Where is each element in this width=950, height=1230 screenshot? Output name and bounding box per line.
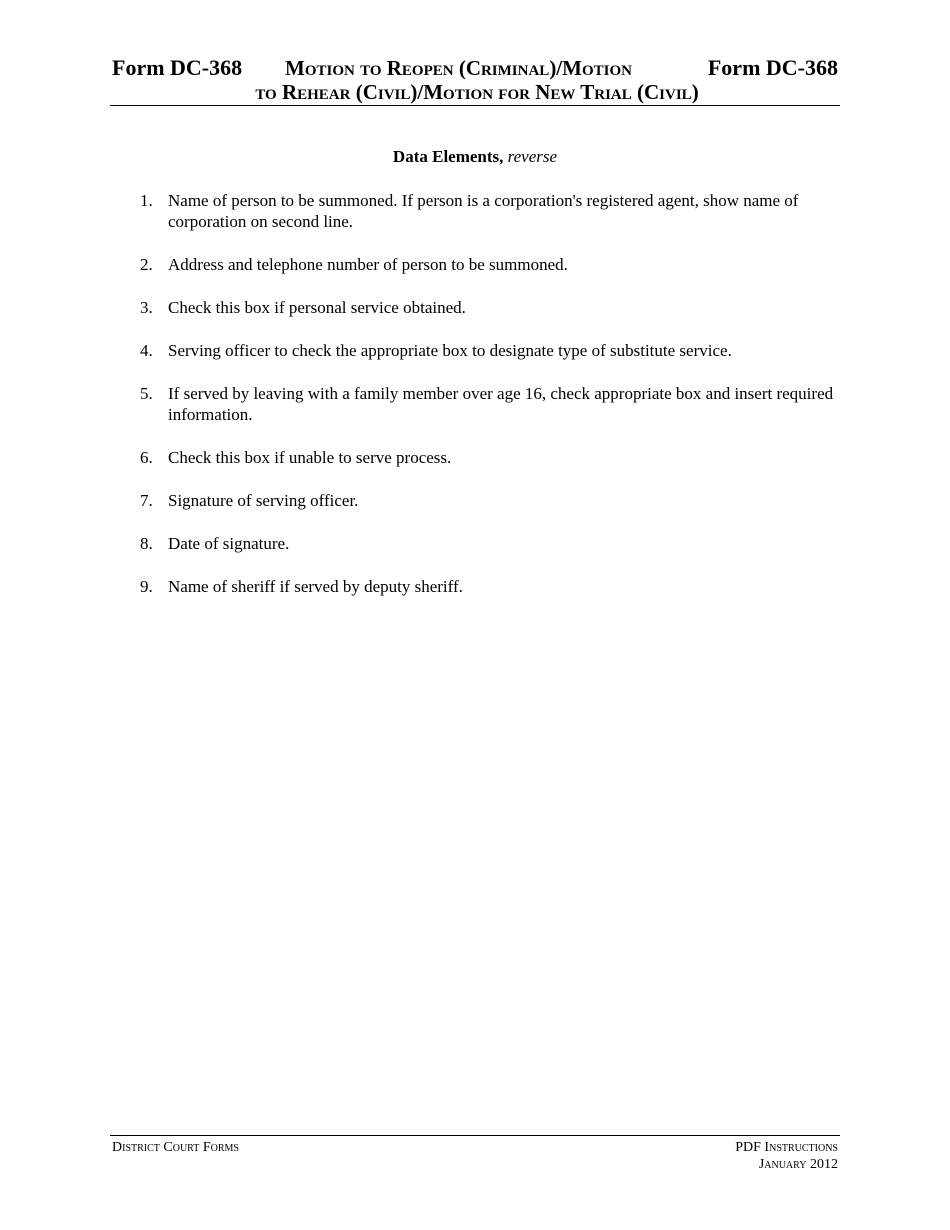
page-header — [110, 56, 840, 106]
item-number: 3. — [140, 298, 153, 317]
item-number: 7. — [140, 491, 153, 510]
form-title-line-1: Motion to Reopen (Criminal)/Motion — [285, 56, 632, 80]
section-heading-bold: Data Elements, — [392, 147, 504, 166]
form-number-right: Form DC-368 — [707, 55, 838, 80]
list-item — [136, 297, 846, 340]
section-heading — [0, 146, 950, 168]
item-text: Address and telephone number of person to be summoned. — [168, 255, 568, 274]
footer-right-line-1: PDF Instructions — [735, 1140, 838, 1155]
item-text: Name of person to be summoned. If person is a corporation's registered agent, show name of corporation on second line. — [168, 191, 799, 231]
item-text: Check this box if personal service obtained. — [168, 298, 466, 317]
item-number: 4. — [140, 341, 153, 360]
item-number: 5. — [140, 384, 153, 403]
list-item — [136, 490, 846, 533]
form-number-left: Form DC-368 — [112, 55, 243, 80]
list-item — [136, 340, 846, 383]
data-elements-list — [136, 190, 846, 619]
item-text: Signature of serving officer. — [168, 491, 359, 510]
item-text: Date of signature. — [168, 534, 290, 553]
list-item — [136, 190, 846, 254]
list-item — [136, 533, 846, 576]
item-number: 8. — [140, 534, 153, 553]
list-item — [136, 447, 846, 490]
item-number: 1. — [140, 191, 153, 210]
footer-right — [735, 1139, 838, 1173]
list-item — [136, 383, 846, 447]
section-heading-italic: reverse — [507, 147, 558, 166]
item-text: Check this box if unable to serve process. — [168, 448, 452, 467]
form-title-line-2: to Rehear (Civil)/Motion for New Trial (Civil) — [255, 80, 699, 104]
page-footer — [110, 1135, 840, 1172]
footer-right-line-2: January 2012 — [758, 1157, 838, 1172]
list-item — [136, 576, 846, 619]
footer-left: District Court Forms — [112, 1140, 239, 1155]
item-number: 2. — [140, 255, 153, 274]
item-number: 6. — [140, 448, 153, 467]
item-number: 9. — [140, 577, 153, 596]
item-text: Serving officer to check the appropriate box to designate type of substitute service. — [168, 341, 732, 360]
item-text: Name of sheriff if served by deputy sheriff. — [168, 577, 463, 596]
item-text: If served by leaving with a family member over age 16, check appropriate box and insert required information. — [168, 384, 834, 424]
list-item — [136, 254, 846, 297]
